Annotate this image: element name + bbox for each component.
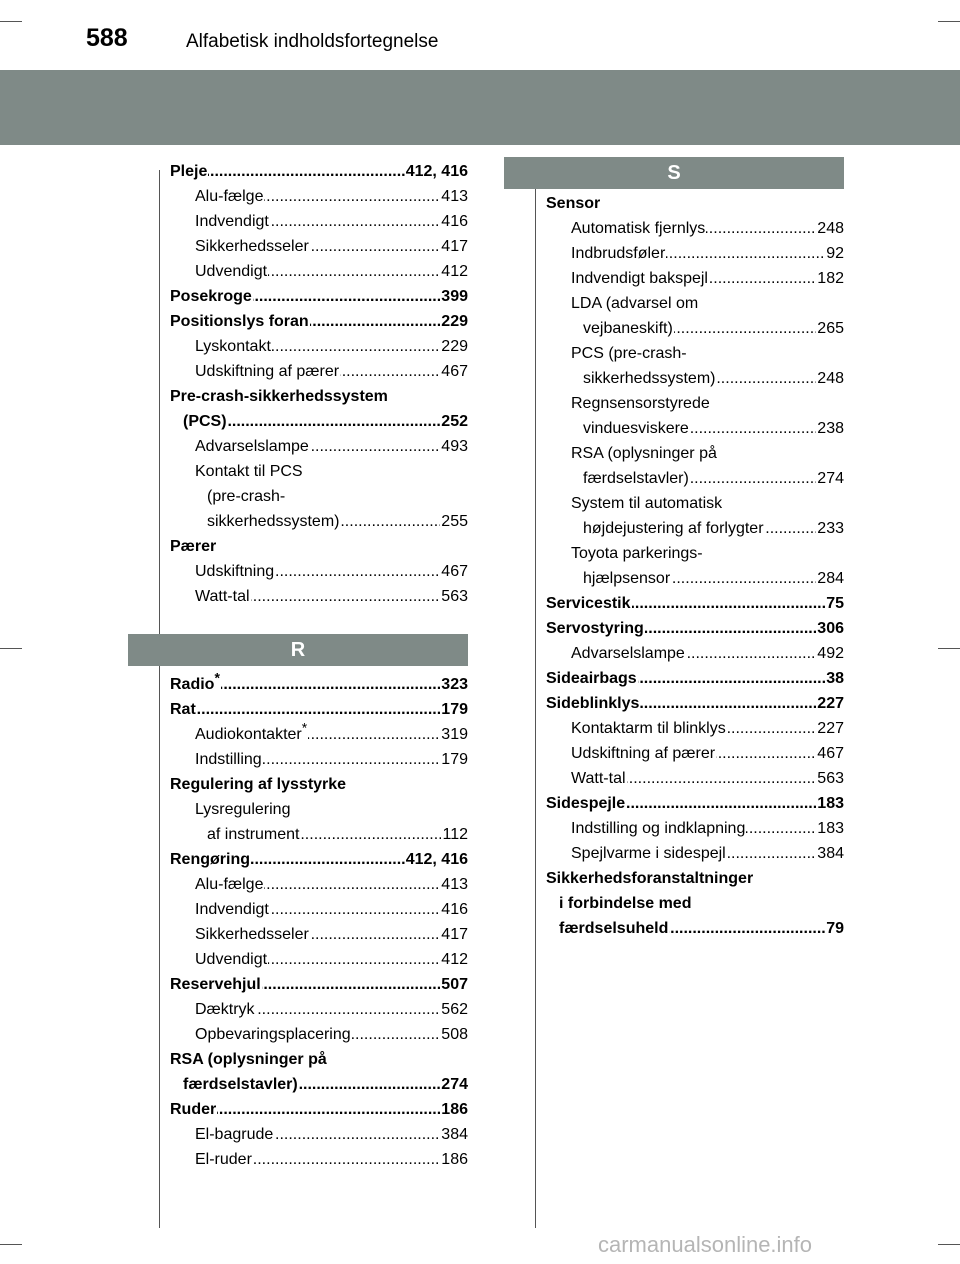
entry-label-text: Lysregulering: [195, 801, 291, 818]
entry-page: 562: [440, 997, 468, 1022]
entry-page: 79: [825, 916, 844, 941]
entry-page: 229: [440, 334, 468, 359]
entry-label: [170, 847, 251, 872]
entry-page: 384: [440, 1122, 468, 1147]
entry-label: [195, 234, 310, 259]
entry-label-text: El-ruder: [195, 1151, 252, 1168]
entry-label: [546, 866, 754, 891]
index-entry: [546, 341, 844, 366]
entry-label: [195, 1022, 352, 1047]
entry-page: 417: [440, 922, 468, 947]
index-entry: [546, 766, 844, 791]
index-entry: [170, 409, 468, 434]
entry-label: [195, 872, 264, 897]
index-entry: [170, 997, 468, 1022]
right-index-column: [546, 157, 844, 941]
entry-label-text: Audiokontakter: [195, 726, 302, 743]
entry-page: 38: [825, 666, 844, 691]
index-entry: [170, 334, 468, 359]
entry-label: [170, 1097, 217, 1122]
entry-label-text: Servostyring: [546, 620, 644, 637]
index-entry: [170, 1022, 468, 1047]
entry-page: 416: [440, 209, 468, 234]
left-index-column: [170, 159, 468, 1172]
entry-label-text: PCS (pre-crash-: [571, 345, 687, 362]
entry-page: 186: [440, 1097, 468, 1122]
entry-page: 186: [440, 1147, 468, 1172]
index-entry: [546, 616, 844, 641]
index-entry: [170, 1147, 468, 1172]
section-header-s: [504, 157, 844, 189]
entry-label-text: vinduesviskere: [583, 420, 689, 437]
entry-page: 412: [440, 259, 468, 284]
entry-label-text: Rengøring: [170, 851, 250, 868]
entry-label-text: Sikkerhedsseler: [195, 238, 309, 255]
entry-label-text: sikkerhedssystem): [583, 370, 716, 387]
index-entry: [170, 434, 468, 459]
entry-page: 238: [816, 416, 844, 441]
entry-label: [546, 191, 601, 216]
entry-label: [571, 241, 666, 266]
entry-page: 563: [816, 766, 844, 791]
entry-label-text: højdejustering af forlygter: [583, 520, 764, 537]
index-entry: [546, 916, 844, 941]
index-entry: [546, 666, 844, 691]
entry-label: [546, 666, 638, 691]
entry-page: 412: [440, 947, 468, 972]
index-entry: [546, 691, 844, 716]
index-entry: [546, 216, 844, 241]
entry-label-text: (PCS): [183, 413, 227, 430]
entry-label-text: Rat: [170, 701, 196, 718]
index-entry: [546, 316, 844, 341]
entry-label-text: Indbrudsføler: [571, 245, 666, 262]
entry-label: [195, 184, 264, 209]
entry-label-text: færdselstavler): [183, 1076, 298, 1093]
entry-label: [583, 566, 671, 591]
entry-label: [195, 947, 268, 972]
entry-label: [195, 997, 256, 1022]
entry-page: 413: [440, 872, 468, 897]
crop-mark: [0, 1244, 22, 1245]
entry-label: [546, 691, 640, 716]
entry-label: [170, 972, 262, 997]
entry-label: [195, 897, 270, 922]
entry-label: [195, 559, 275, 584]
section-letter: R: [290, 639, 306, 661]
entry-label: [195, 1122, 274, 1147]
entry-page: 229: [440, 309, 468, 334]
entry-label: [170, 1047, 328, 1072]
index-entry: [170, 1122, 468, 1147]
section-letter: S: [667, 162, 681, 184]
index-entry: [170, 847, 468, 872]
right-rule: [535, 170, 536, 1228]
index-entry: [546, 291, 844, 316]
watermark: carmanualsonline.info: [598, 1232, 813, 1257]
entry-page: 492: [816, 641, 844, 666]
entry-label: [195, 797, 291, 822]
entry-label-text: Udvendigt: [195, 263, 268, 280]
index-entry: [170, 719, 468, 747]
entry-page: 183: [816, 791, 844, 816]
entry-label: [170, 309, 310, 334]
entry-label-text: Watt-tal: [195, 588, 250, 605]
index-entry: [546, 441, 844, 466]
entry-label: [571, 341, 688, 366]
index-entry: [546, 566, 844, 591]
entry-label-text: Udskiftning af pærer: [195, 363, 340, 380]
index-entry: [170, 822, 468, 847]
entry-page: 274: [816, 466, 844, 491]
entry-label-text: RSA (oplysninger på: [571, 445, 717, 462]
index-entry: [170, 772, 468, 797]
entry-label: [170, 534, 217, 559]
left-rule: [159, 170, 160, 1228]
entry-label: [583, 316, 674, 341]
entry-page: 265: [816, 316, 844, 341]
entry-label: [571, 816, 746, 841]
entry-label-text: Alu-fælge: [195, 188, 264, 205]
entry-label-text: Indstilling og indklapning: [571, 820, 746, 837]
entry-label-text: RSA (oplysninger på: [170, 1051, 327, 1068]
entry-label: [546, 616, 645, 641]
index-entry: [546, 516, 844, 541]
entry-label-text: hjælpsensor: [583, 570, 671, 587]
entry-label-text: El-bagrude: [195, 1126, 274, 1143]
index-entry: [546, 791, 844, 816]
entry-label-text: Sidespejle: [546, 795, 626, 812]
entry-label: [170, 384, 389, 409]
entry-label-text: Pre-crash-sikkerhedssystem: [170, 388, 388, 405]
entry-label-text: (pre-crash-: [207, 488, 286, 505]
entry-label-text: Positionslys foran: [170, 313, 309, 330]
crop-mark: [938, 1244, 960, 1245]
entry-label: [195, 1147, 253, 1172]
entry-label: [546, 791, 626, 816]
section-header-r: [128, 634, 468, 666]
entry-label-text: Radio: [170, 676, 215, 693]
index-entry: [170, 797, 468, 822]
entry-label: [207, 509, 340, 534]
entry-label-text: Pærer: [170, 538, 217, 555]
entry-page: 92: [825, 241, 844, 266]
entry-label: [571, 766, 627, 791]
entry-label: [183, 409, 228, 434]
entry-label: [195, 334, 272, 359]
entry-label-text: af instrument: [207, 826, 300, 843]
entry-label: [207, 484, 286, 509]
entry-label-text: vejbaneskift): [583, 320, 673, 337]
entry-page: 417: [440, 234, 468, 259]
index-entry: [170, 484, 468, 509]
entry-label: [170, 159, 208, 184]
entry-page: 255: [440, 509, 468, 534]
index-entry: [170, 669, 468, 697]
index-entry: [546, 191, 844, 216]
crop-mark: [0, 648, 22, 649]
entry-page: 112: [441, 822, 468, 847]
entry-page: 323: [440, 672, 468, 697]
entry-label: [583, 416, 690, 441]
entry-label-text: LDA (advarsel om: [571, 295, 699, 312]
index-entry: [170, 972, 468, 997]
entry-page: 227: [816, 716, 844, 741]
entry-label-text: Alu-fælge: [195, 876, 264, 893]
entry-page: 493: [440, 434, 468, 459]
entry-page: 179: [440, 697, 468, 722]
index-entry: [546, 841, 844, 866]
index-entry: [546, 366, 844, 391]
entry-label-text: Kontakt til PCS: [195, 463, 303, 480]
entry-label: [571, 441, 718, 466]
entry-label-text: Sideairbags: [546, 670, 637, 687]
entry-page: 412, 416: [405, 159, 468, 184]
index-entry: [170, 184, 468, 209]
entry-label: [571, 291, 699, 316]
entry-label: [195, 359, 340, 384]
entry-label: [559, 891, 692, 916]
entry-page: 306: [816, 616, 844, 641]
index-entry: [170, 584, 468, 609]
entry-label-text: Reservehjul: [170, 976, 261, 993]
entry-label-text: Opbevaringsplacering: [195, 1026, 351, 1043]
entry-label: [170, 772, 347, 797]
entry-label-text: Servicestik: [546, 595, 631, 612]
entry-label-text: færdselsuheld: [559, 920, 669, 937]
entry-label: [170, 669, 221, 697]
entry-label: [583, 366, 716, 391]
entry-label: [571, 541, 704, 566]
index-entry: [546, 716, 844, 741]
entry-label: [195, 747, 263, 772]
page-header: [0, 0, 960, 68]
entry-page: 399: [440, 284, 468, 309]
index-entry: [170, 897, 468, 922]
entry-page: 563: [440, 584, 468, 609]
index-entry: [170, 922, 468, 947]
entries-r: [170, 669, 468, 1172]
entry-label: [546, 591, 632, 616]
index-entry: [546, 891, 844, 916]
index-entry: [546, 416, 844, 441]
entry-label: [583, 516, 765, 541]
entry-label-text: Regnsensorstyrede: [571, 395, 710, 412]
index-entry: [170, 459, 468, 484]
entries-s: [546, 191, 844, 941]
entry-page: 75: [825, 591, 844, 616]
entry-page: 467: [440, 359, 468, 384]
index-entry: [546, 541, 844, 566]
page-number: 588: [86, 24, 128, 52]
entry-label: [170, 284, 253, 309]
index-entry: [170, 309, 468, 334]
entry-label-text: Lyskontakt: [195, 338, 271, 355]
entry-page: 227: [816, 691, 844, 716]
entry-label-text: Advarselslampe: [571, 645, 685, 662]
index-entry: [170, 1097, 468, 1122]
entry-label-text: Indvendigt: [195, 213, 269, 230]
entry-label-text: Watt-tal: [571, 770, 626, 787]
entry-label: [195, 259, 268, 284]
index-entry: [546, 466, 844, 491]
entry-label-text: Indstilling: [195, 751, 262, 768]
entry-label-text: Indvendigt bakspejl: [571, 270, 708, 287]
footnote-marker: *: [214, 669, 220, 686]
index-entry: [546, 641, 844, 666]
entry-label-text: Sikkerhedsseler: [195, 926, 309, 943]
footnote-marker: *: [301, 719, 308, 736]
entry-page: 182: [816, 266, 844, 291]
entry-page: 252: [440, 409, 468, 434]
entry-label-text: Pleje: [170, 163, 208, 180]
index-entry: [170, 947, 468, 972]
entry-label: [207, 822, 300, 847]
entry-label-text: Udskiftning: [195, 563, 275, 580]
index-entry: [170, 234, 468, 259]
entry-label: [170, 697, 197, 722]
entries-p: [170, 159, 468, 609]
entry-label-text: Dæktryk: [195, 1001, 255, 1018]
entry-page: 284: [816, 566, 844, 591]
entry-label: [195, 209, 270, 234]
entry-page: 508: [440, 1022, 468, 1047]
entry-label-text: Automatisk fjernlys: [571, 220, 706, 237]
entry-label: [195, 584, 251, 609]
entry-label: [571, 391, 711, 416]
index-entry: [546, 266, 844, 291]
index-entry: [170, 384, 468, 409]
entry-page: 274: [440, 1072, 468, 1097]
index-entry: [170, 872, 468, 897]
entry-page: 183: [816, 816, 844, 841]
index-entry: [170, 747, 468, 772]
index-entry: [546, 491, 844, 516]
index-entry: [170, 1047, 468, 1072]
index-entry: [546, 741, 844, 766]
index-entry: [546, 816, 844, 841]
index-entry: [170, 697, 468, 722]
index-entry: [170, 209, 468, 234]
entry-label-text: Sikkerhedsforanstaltninger: [546, 870, 754, 887]
index-entry: [170, 284, 468, 309]
entry-label-text: Toyota parkerings-: [571, 545, 703, 562]
entry-label-text: Kontaktarm til blinklys: [571, 720, 726, 737]
entry-label-text: Sideblinklys: [546, 695, 640, 712]
entry-label: [195, 922, 310, 947]
entry-label: [571, 741, 716, 766]
index-entry: [170, 1072, 468, 1097]
entry-page: 467: [440, 559, 468, 584]
entry-page: 413: [440, 184, 468, 209]
entry-label-text: Spejlvarme i sidespejl: [571, 845, 726, 862]
entry-label-text: færdselstavler): [583, 470, 689, 487]
entry-label-text: System til automatisk: [571, 495, 723, 512]
entry-label-text: Posekroge: [170, 288, 252, 305]
entry-label-text: Advarselslampe: [195, 438, 309, 455]
entry-label-text: Sensor: [546, 195, 601, 212]
entry-label: [583, 466, 690, 491]
index-entry: [170, 509, 468, 534]
entry-page: 507: [440, 972, 468, 997]
entry-label-text: Indvendigt: [195, 901, 269, 918]
index-entry: [546, 391, 844, 416]
entry-label: [571, 216, 706, 241]
entry-label: [571, 491, 723, 516]
index-entry: [546, 591, 844, 616]
entry-label: [571, 266, 709, 291]
entry-page: 416: [440, 897, 468, 922]
index-entry: [170, 534, 468, 559]
index-entry: [170, 559, 468, 584]
index-entry: [170, 159, 468, 184]
entry-label: [195, 459, 304, 484]
entry-label-text: Regulering af lysstyrke: [170, 776, 347, 793]
entry-label: [559, 916, 669, 941]
entry-page: 248: [816, 366, 844, 391]
index-entry: [170, 259, 468, 284]
entry-page: 467: [816, 741, 844, 766]
entry-page: 319: [440, 722, 468, 747]
entry-label-text: Udvendigt: [195, 951, 268, 968]
entry-label: [571, 841, 727, 866]
entry-page: 248: [816, 216, 844, 241]
entry-label-text: Udskiftning af pærer: [571, 745, 716, 762]
index-entry: [170, 359, 468, 384]
entry-label: [571, 641, 686, 666]
entry-page: 412, 416: [405, 847, 468, 872]
index-entry: [546, 866, 844, 891]
entry-label-text: sikkerhedssystem): [207, 513, 340, 530]
index-entry: [546, 241, 844, 266]
entry-label: [195, 434, 310, 459]
header-band: [0, 70, 960, 145]
entry-label-text: Ruder: [170, 1101, 217, 1118]
entry-label-text: i forbindelse med: [559, 895, 692, 912]
entry-label: [183, 1072, 299, 1097]
entry-page: 384: [816, 841, 844, 866]
entry-label: [195, 719, 308, 747]
entry-label: [571, 716, 727, 741]
entry-page: 233: [816, 516, 844, 541]
entry-page: 179: [440, 747, 468, 772]
page-title: Alfabetisk indholdsfortegnelse: [186, 31, 439, 52]
crop-mark: [938, 648, 960, 649]
